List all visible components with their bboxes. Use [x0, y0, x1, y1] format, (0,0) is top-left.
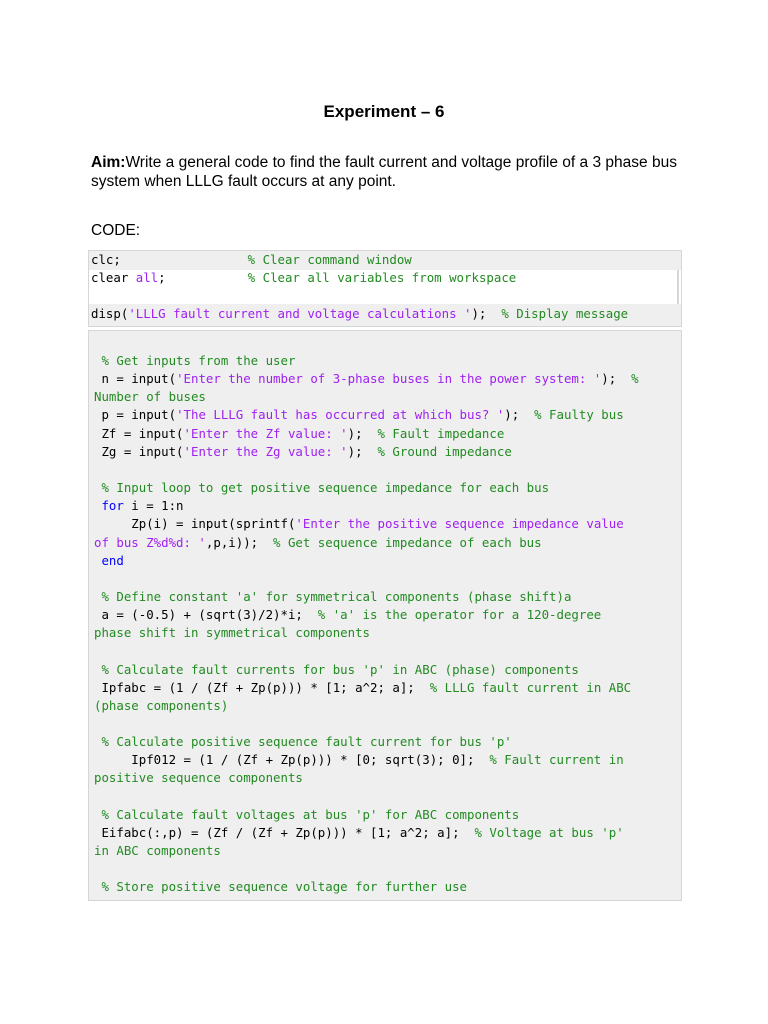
code-heading: CODE: [91, 222, 141, 239]
code-token-comment: % 'a' is the operator for a 120-degree [317, 607, 602, 623]
code-line [94, 388, 206, 406]
code-token-comment: % Clear all variables from workspace [247, 270, 517, 285]
code-token-comment: % [631, 371, 639, 387]
code-line [94, 624, 370, 642]
code-line [91, 269, 516, 287]
code-token-comment: % Ground impedance [377, 443, 512, 459]
code-token-plain: n = input( [94, 371, 177, 387]
code-token-plain: Ipf012 = (1 / (Zf + Zp(p))) * [0; sqrt(3); 0]; [94, 752, 490, 768]
code-token-plain: ); [347, 425, 378, 441]
code-token-plain: ); [347, 443, 378, 459]
code-line [91, 251, 412, 269]
code-line [94, 588, 571, 606]
code-token-comment: phase shift in symmetrical components [94, 625, 371, 641]
code-token-comment: % Fault current in [489, 752, 624, 768]
code-line [94, 443, 512, 461]
code-token-comment: % Store positive sequence voltage for further use [94, 879, 467, 895]
code-token-plain: ; [158, 270, 248, 285]
document-title: Experiment – 6 [323, 102, 445, 121]
code-token-string: 'Enter the positive sequence impedance value [295, 516, 624, 532]
code-token-string: 'Enter the number of 3-phase buses in the power system: ' [176, 371, 602, 387]
code-token-plain: i = 1:n [123, 498, 184, 514]
code-line [94, 697, 228, 715]
code-line [94, 370, 639, 388]
code-line [94, 425, 504, 443]
code-token-string: 'LLLG fault current and voltage calculations ' [128, 306, 472, 321]
code-block-header [88, 250, 682, 327]
code-block-scrollbar [677, 270, 679, 304]
code-token-plain: Zg = input( [94, 443, 184, 459]
code-line [94, 406, 624, 424]
code-token-plain: Eifabc(:,p) = (Zf / (Zf + Zp(p))) * [1; a^2; a]; [94, 824, 475, 840]
code-token-keyword: end [94, 552, 124, 568]
aim-label: Aim: [91, 154, 126, 171]
code-line [94, 515, 624, 533]
code-line [94, 479, 549, 497]
code-line [94, 661, 579, 679]
code-line [94, 842, 221, 860]
code-token-comment: % LLLG fault current in ABC [429, 679, 632, 695]
code-token-comment: in ABC components [94, 843, 221, 859]
code-line [94, 878, 467, 896]
code-line [94, 552, 124, 570]
code-line [91, 305, 628, 323]
code-token-comment: % Display message [501, 306, 629, 321]
code-line [94, 733, 512, 751]
code-token-comment: % Faulty bus [534, 407, 624, 423]
code-token-plain: a = (-0.5) + (sqrt(3)/2)*i; [94, 607, 318, 623]
code-token-plain: p = input( [94, 407, 177, 423]
code-token-plain: disp( [91, 306, 129, 321]
code-token-comment: % Calculate fault voltages at bus 'p' for ABC components [94, 806, 520, 822]
code-token-comment: % Get sequence impedance of each bus [273, 534, 542, 550]
code-line [94, 679, 631, 697]
code-token-plain: Zf = input( [94, 425, 184, 441]
code-token-plain: Ipfabc = (1 / (Zf + Zp(p))) * [1; a^2; a]; [94, 679, 430, 695]
code-token-comment: % Calculate fault currents for bus 'p' in ABC (phase) components [94, 661, 579, 677]
code-token-string: 'Enter the Zg value: ' [183, 443, 348, 459]
code-token-plain: Zp(i) = input(sprintf( [94, 516, 296, 532]
code-token-comment: % Fault impedance [377, 425, 505, 441]
code-token-comment: % Calculate positive sequence fault current for bus 'p' [94, 734, 512, 750]
code-token-string: 'The LLLG fault has occurred at which bus? ' [176, 407, 505, 423]
aim-paragraph [91, 153, 677, 191]
code-token-comment: positive sequence components [94, 770, 303, 786]
code-line [94, 497, 184, 515]
code-token-plain: clc; [91, 252, 248, 267]
code-token-string: of bus Z%d%d: ' [94, 534, 206, 550]
code-token-keyword: for [94, 498, 124, 514]
code-line [94, 534, 542, 552]
code-token-plain: ); [471, 306, 502, 321]
code-line [94, 751, 624, 769]
code-token-comment: % Input loop to get positive sequence impedance for each bus [94, 480, 550, 496]
code-line [94, 769, 303, 787]
code-token-string: 'Enter the Zf value: ' [183, 425, 348, 441]
code-line [94, 806, 519, 824]
code-token-plain: ); [504, 407, 535, 423]
code-line [94, 352, 295, 370]
code-token-comment: (phase components) [94, 697, 229, 713]
code-token-comment: % Voltage at bus 'p' [474, 824, 624, 840]
code-token-comment: % Define constant 'a' for symmetrical components (phase shift)a [94, 588, 572, 604]
code-token-comment: % Clear command window [247, 252, 412, 267]
code-line [94, 824, 624, 842]
code-token-plain: ,p,i)); [205, 534, 274, 550]
code-token-string: all [135, 270, 159, 285]
code-token-plain: ); [601, 371, 632, 387]
code-token-plain: clear [91, 270, 136, 285]
code-token-comment: % Get inputs from the user [94, 353, 296, 368]
aim-text: Write a general code to find the fault current and voltage profile of a 3 phase bus system when LLLG fault occurs at any point. [91, 154, 677, 190]
code-token-comment: Number of buses [94, 389, 206, 405]
code-block-main [88, 330, 682, 901]
code-line [94, 606, 601, 624]
